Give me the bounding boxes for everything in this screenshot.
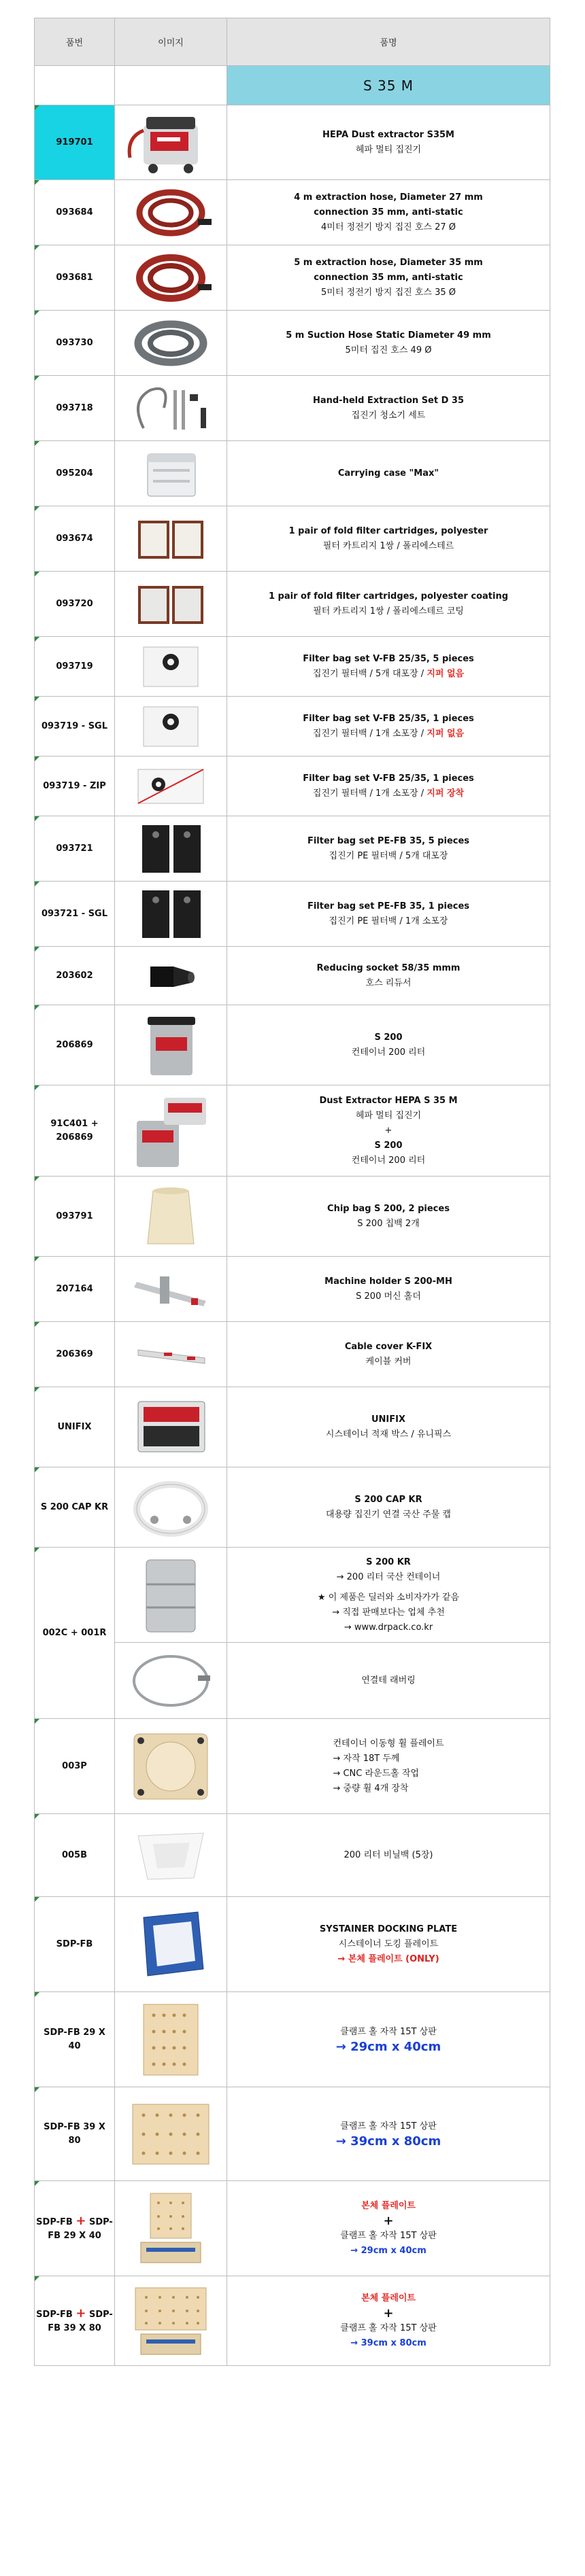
table-row: 003P 컨테이너 이동형 휠 플레이트 → 자작 18T 두께 → CNC 라운드홀 작업 → 중량 휠 4개 장착 xyxy=(35,1719,550,1814)
name-kr: 헤파 멀티 집진기 xyxy=(355,1110,422,1121)
size-note: → 39cm x 80cm xyxy=(350,2337,427,2348)
product-code: 207164 xyxy=(35,1257,115,1322)
name-en-2: connection 35 mm, anti-static xyxy=(314,272,463,283)
product-code: 093730 xyxy=(35,311,115,376)
filter-bag-image xyxy=(123,642,218,692)
name-kr: 집진기 PE 필터백 / 5개 대포장 xyxy=(329,850,448,861)
steel-drum-image xyxy=(123,1553,218,1637)
plate-only-note: → 본체 플레이트 (ONLY) xyxy=(337,1953,439,1964)
name-kr: 컨테이너 이동형 휠 플레이트 xyxy=(333,1738,444,1749)
product-code: 005B xyxy=(35,1814,115,1897)
name-kr: 연결테 래버링 xyxy=(361,1675,416,1686)
website-text: → www.drpack.co.kr xyxy=(344,1622,433,1633)
table-row xyxy=(35,311,550,376)
name-en: Machine holder S 200-MH xyxy=(324,1276,452,1287)
name-en: Carrying case "Max" xyxy=(337,468,439,478)
section-row xyxy=(35,66,550,105)
product-code: SDP-FB + SDP-FB 29 X 40 xyxy=(35,2181,115,2276)
cleaning-set-image xyxy=(123,381,218,436)
table-row xyxy=(35,816,550,882)
filter-bag-image xyxy=(123,701,218,752)
product-code: S 200 CAP KR xyxy=(35,1467,115,1548)
vinyl-bag-image xyxy=(123,1820,218,1892)
product-code: 919701 xyxy=(35,105,115,180)
plate-combo-image xyxy=(123,2281,218,2361)
table-row xyxy=(35,1322,550,1387)
name-en: Cable cover K-FIX xyxy=(344,1341,433,1352)
name-kr: 시스테이너 적재 박스 / 유니픽스 xyxy=(325,1429,452,1440)
name-kr: S 200 머신 홀더 xyxy=(356,1291,421,1302)
container-image xyxy=(123,1010,218,1081)
table-row: 002C + 001R S 200 KR → 200 리터 국산 컨테이너 ★ 이 제품은 딜러와 소비자가가 같음 → 직접 판매보다는 업체 추천 → www.drpack.co.kr xyxy=(35,1548,550,1643)
name-kr: 집진기 필터백 / 1개 소포장 / xyxy=(312,728,427,739)
product-code: 206369 xyxy=(35,1322,115,1387)
name-en: Chip bag S 200, 2 pieces xyxy=(327,1203,450,1214)
table-row xyxy=(35,1992,550,2087)
zipper-note: 지퍼 없음 xyxy=(427,668,465,679)
name-en: 5 m Suction Hose Static Diameter 49 mm xyxy=(286,330,491,341)
name-en: Filter bag set PE-FB 35, 5 pieces xyxy=(307,835,470,846)
table-row xyxy=(35,1177,550,1257)
product-code: 093719 - ZIP xyxy=(35,756,115,816)
table-row xyxy=(35,180,550,245)
name-kr: 필터 카트리지 1쌍 / 폴리에스테르 코팅 xyxy=(313,606,464,616)
name-kr: 케이블 커버 xyxy=(365,1356,412,1367)
product-code: 093681 xyxy=(35,245,115,311)
red-hose-image xyxy=(123,250,218,306)
main-plate-note: 본체 플레이트 xyxy=(361,2200,416,2211)
name-kr: 대용량 집진기 연결 국산 주물 캡 xyxy=(326,1509,451,1520)
product-code: 093718 xyxy=(35,376,115,441)
table-row xyxy=(35,882,550,947)
name-kr: 컨테이너 200 리터 xyxy=(351,1047,426,1058)
clamp-top-image xyxy=(123,1998,218,2082)
pe-filter-bag-image xyxy=(123,821,218,877)
product-code: 093674 xyxy=(35,506,115,572)
table-header-row xyxy=(35,18,550,66)
product-code: 91C401 + 206869 xyxy=(35,1085,115,1177)
dust-extractor-image xyxy=(123,110,218,175)
size-note: → 29cm x 40cm xyxy=(335,2039,441,2054)
table-row xyxy=(35,105,550,180)
name-kr: 4미터 정전기 방지 집진 호스 27 Ø xyxy=(321,222,456,232)
unifix-image xyxy=(123,1392,218,1463)
table-row xyxy=(35,697,550,756)
table-row xyxy=(35,1897,550,1992)
table-row xyxy=(35,637,550,697)
size-note: → 29cm x 40cm xyxy=(350,2245,427,2256)
name-kr: 클램프 홀 자작 15T 상판 xyxy=(340,2121,437,2131)
product-code: UNIFIX xyxy=(35,1387,115,1467)
table-row xyxy=(35,506,550,572)
product-code: SDP-FB 39 X 80 xyxy=(35,2087,115,2181)
name-kr: 필터 카트리지 1쌍 / 폴리에스테르 xyxy=(322,540,454,551)
zipper-note: 지퍼 없음 xyxy=(427,728,465,739)
table-row: SDP-FB + SDP-FB 39 X 80 본체 플레이트 + 클램프 홀 자작 15T 상판 → 39cm x 80cm xyxy=(35,2276,550,2366)
filter-cartridge-image xyxy=(123,511,218,567)
name-en: Filter bag set V-FB 25/35, 1 pieces xyxy=(303,773,474,784)
red-hose-image xyxy=(123,185,218,241)
product-code: SDP-FB + SDP-FB 39 X 80 xyxy=(35,2276,115,2366)
product-code: 003P xyxy=(35,1719,115,1814)
zipper-note: 지퍼 장착 xyxy=(427,788,465,799)
table-row xyxy=(35,947,550,1005)
name-en-2: connection 35 mm, anti-static xyxy=(314,207,463,217)
name-kr: 집진기 필터백 / 5개 대포장 / xyxy=(312,668,427,679)
table-row: 91C401 + 206869 Dust Extractor HEPA S 35 M 헤파 멀티 집진기 + S 200 컨테이너 200 리터 xyxy=(35,1085,550,1177)
product-code: 002C + 001R xyxy=(35,1548,115,1719)
name-en: UNIFIX xyxy=(371,1414,405,1425)
name-kr: 클램프 홀 자작 15T 상판 xyxy=(340,2026,437,2037)
reducing-socket-image xyxy=(123,952,218,1000)
table-row xyxy=(35,1467,550,1548)
product-code: 095204 xyxy=(35,441,115,506)
product-code: 093720 xyxy=(35,572,115,637)
extractor-container-image xyxy=(123,1091,218,1171)
name-kr: 5미터 정전기 방지 집진 호스 35 Ø xyxy=(321,287,456,298)
clamp-top-image xyxy=(123,2093,218,2175)
name-en: Reducing socket 58/35 mmm xyxy=(316,962,461,973)
name-kr: 클램프 홀 자작 15T 상판 xyxy=(340,2322,437,2333)
name-en: 1 pair of fold filter cartridges, polyester xyxy=(288,525,488,536)
product-code: 093684 xyxy=(35,180,115,245)
section-title: S 35 M xyxy=(227,66,550,105)
product-table xyxy=(34,18,550,2366)
filter-cartridge-image xyxy=(123,576,218,632)
name-kr: 헤파 멀티 집진기 xyxy=(355,144,422,155)
product-code: 093721 xyxy=(35,816,115,882)
product-code: 206869 xyxy=(35,1005,115,1085)
col-name-header: 품명 xyxy=(227,18,550,66)
name-en: 1 pair of fold filter cartridges, polyester coating xyxy=(268,591,509,602)
name-en: 5 m extraction hose, Diameter 35 mm xyxy=(294,257,483,268)
name-kr: S 200 칩백 2개 xyxy=(357,1218,420,1229)
chip-bag-image xyxy=(123,1181,218,1252)
lever-ring-image xyxy=(123,1648,218,1713)
name-en: Dust Extractor HEPA S 35 M xyxy=(319,1095,458,1106)
filter-bag-zip-image xyxy=(123,761,218,812)
product-code: 093719 - SGL xyxy=(35,697,115,756)
name-kr: 집진기 필터백 / 1개 소포장 / xyxy=(312,788,427,799)
pe-filter-bag-image xyxy=(123,886,218,942)
col-image-header: 이미지 xyxy=(115,18,227,66)
name-en: S 200 KR xyxy=(366,1556,411,1567)
table-row xyxy=(35,1005,550,1085)
name-en: SYSTAINER DOCKING PLATE xyxy=(319,1924,458,1934)
main-plate-note: 본체 플레이트 xyxy=(361,2293,416,2303)
name-kr: 클램프 홀 자작 15T 상판 xyxy=(340,2230,437,2241)
name-en: Filter bag set V-FB 25/35, 1 pieces xyxy=(303,713,474,724)
name-en: S 200 xyxy=(374,1032,403,1043)
cable-cover-image xyxy=(123,1327,218,1382)
product-code: 093791 xyxy=(35,1177,115,1257)
name-en: Filter bag set V-FB 25/35, 5 pieces xyxy=(303,653,474,664)
product-code: 093721 - SGL xyxy=(35,882,115,947)
carrying-case-image xyxy=(123,446,218,502)
product-code: 093719 xyxy=(35,637,115,697)
table-row xyxy=(35,1814,550,1897)
table-row xyxy=(35,245,550,311)
table-row xyxy=(35,756,550,816)
name-kr: 200 리터 비닐백 (5장) xyxy=(344,1849,433,1860)
table-row xyxy=(35,1257,550,1322)
machine-holder-image xyxy=(123,1261,218,1317)
grey-hose-image xyxy=(123,315,218,371)
product-code: SDP-FB 29 X 40 xyxy=(35,1992,115,2087)
name-kr: 호스 리듀서 xyxy=(365,977,412,988)
table-row xyxy=(35,1387,550,1467)
product-code: SDP-FB xyxy=(35,1897,115,1992)
table-row xyxy=(35,2087,550,2181)
table-row: SDP-FB + SDP-FB 29 X 40 본체 플레이트 + 클램프 홀 자작 15T 상판 → 29cm x 40cm xyxy=(35,2181,550,2276)
name-kr: 5미터 집진 호스 49 Ø xyxy=(345,345,432,355)
name-en: Filter bag set PE-FB 35, 1 pieces xyxy=(307,901,470,911)
wheel-plate-image xyxy=(123,1724,218,1809)
size-note: → 39cm x 80cm xyxy=(335,2134,441,2148)
table-row xyxy=(35,376,550,441)
col-code-header: 품번 xyxy=(35,18,115,66)
name-kr: 집진기 PE 필터백 / 1개 소포장 xyxy=(329,916,448,926)
name-en: 4 m extraction hose, Diameter 27 mm xyxy=(294,192,483,203)
product-code: 203602 xyxy=(35,947,115,1005)
name-kr: 집진기 청소기 세트 xyxy=(351,410,426,421)
name-en: Hand-held Extraction Set D 35 xyxy=(312,395,465,406)
table-row xyxy=(35,441,550,506)
plate-combo-image xyxy=(123,2187,218,2271)
name-en: S 200 CAP KR xyxy=(354,1494,422,1505)
docking-plate-image xyxy=(123,1902,218,1987)
name-kr: 시스테이너 도킹 플레이트 xyxy=(338,1938,439,1949)
name-en: HEPA Dust extractor S35M xyxy=(322,129,454,140)
cap-image xyxy=(123,1472,218,1543)
table-row xyxy=(35,572,550,637)
